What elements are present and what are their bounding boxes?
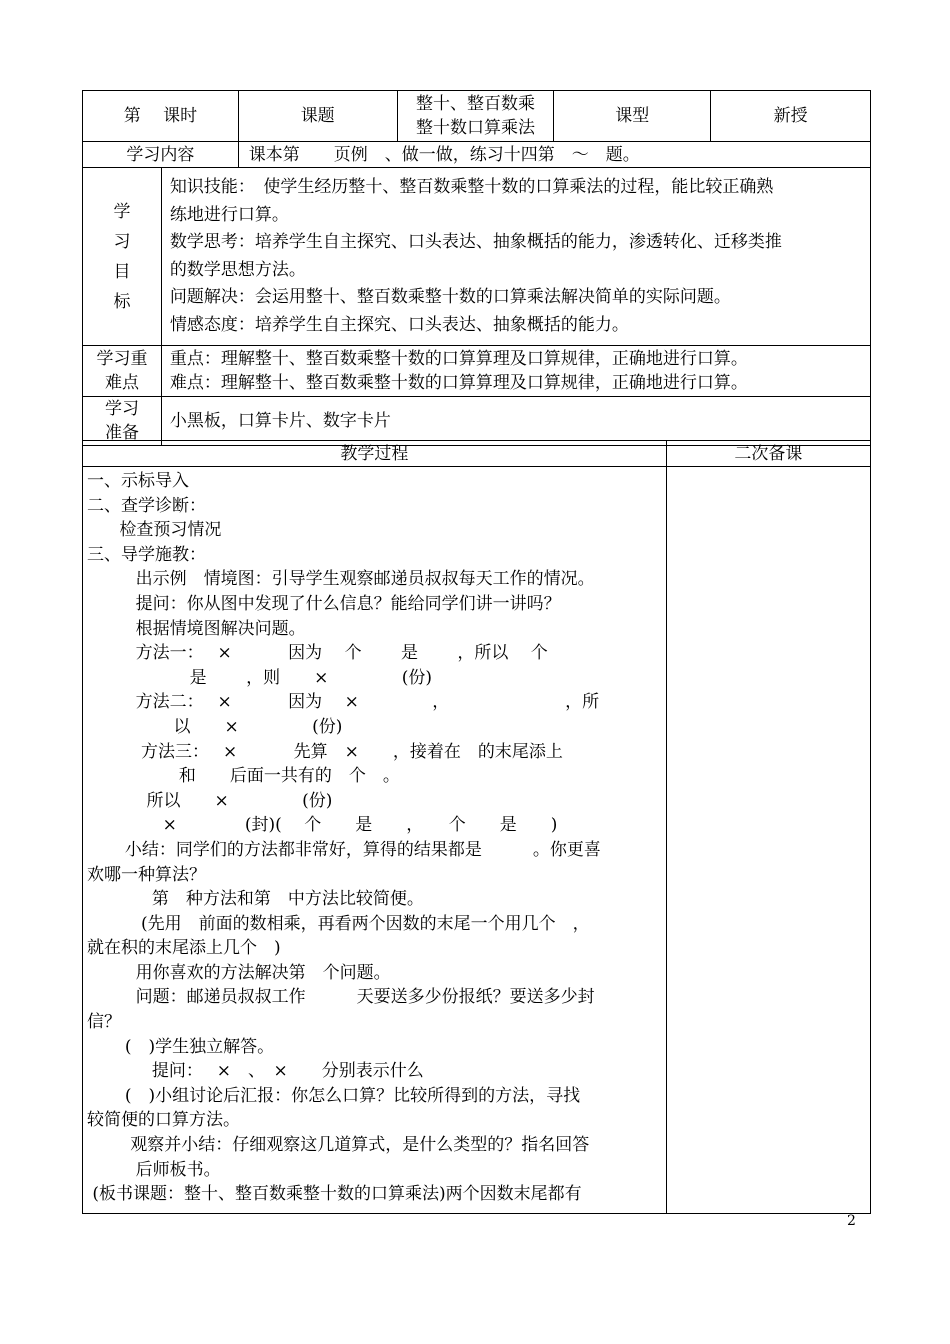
content-value: 课本第 页例 、做一做，练习十四第 ～ 题。 [238,142,870,168]
process-line: 和 后面一共有的 个 。 [87,766,400,787]
process-body-row [83,467,871,1214]
key-point: 重点：理解整十、整百数乘整十数的口算算理及口算规律，正确地进行口算。 [169,349,748,369]
objectives-label-char: 习 [113,231,131,252]
process-line: 提问：你从图中发现了什么信息？能给同学们讲一讲吗？ [87,593,561,614]
difficult-point: 难点：理解整十、整百数乘整十数的口算算理及口算规律，正确地进行口算。 [169,373,748,393]
process-line: 就在积的末尾添上几个 ) [87,938,281,959]
keypoints-label [83,346,162,397]
process-line: 小结：同学们的方法都非常好，算得的结果都是 。你更喜 [87,839,601,860]
second-prep-heading: 二次备课 [666,441,870,467]
process-line: 方法二： × 因为 × ， ，所 [87,692,600,713]
type-value: 新授 [711,91,871,142]
prep-label-line2: 准备 [104,423,139,443]
prep-row [83,397,871,446]
process-content [83,467,667,1214]
teaching-process-table [82,440,871,1214]
prep-label [83,397,162,446]
process-line: 所以 × (份) [87,790,333,811]
process-line: 提问： × 、 × 分别表示什么 [87,1061,424,1082]
topic-title-line2: 整十数口算乘法 [415,118,535,138]
process-heading: 教学过程 [83,441,667,467]
process-line: ( )小组讨论后汇报：你怎么口算？比较所得到的方法，寻找 [87,1085,581,1106]
process-line: × (封)( 个 是 ， 个 是 ) [87,815,558,836]
type-label: 课型 [554,91,711,142]
process-line: 后师板书。 [87,1159,221,1180]
prep-value: 小黑板，口算卡片、数字卡片 [161,397,870,446]
process-line: 方法三： × 先算 × ，接着在 的末尾添上 [87,741,563,762]
objective-line: 练地进行口算。 [169,204,289,225]
prep-label-line1: 学习 [104,399,139,419]
objectives-label [83,168,162,346]
process-line: 检查预习情况 [87,520,222,541]
page-number: 2 [847,1213,856,1229]
process-line: 信？ [87,1012,121,1033]
process-line: 根据情境图解决问题。 [87,618,306,639]
process-line: 用你喜欢的方法解决第 个问题。 [87,962,391,983]
process-line: 出示例 情境图：引导学生观察邮递员叔叔每天工作的情况。 [87,569,595,590]
keypoints-label-line1: 学习重 [96,349,148,369]
process-line: 较简便的口算方法。 [87,1110,240,1131]
objective-line: 的数学思想方法。 [169,259,306,280]
process-line: 第 种方法和第 中方法比较简便。 [87,889,424,910]
topic-label: 课题 [238,91,397,142]
content-label: 学习内容 [83,142,239,168]
process-line: 一、示标导入 [87,471,189,491]
process-line: 以 × (份) [87,716,343,737]
process-line: 观察并小结：仔细观察这几道算式，是什么类型的？指名回答 [87,1135,590,1156]
objectives-label-char: 标 [113,291,131,312]
keypoints-label-line2: 难点 [104,373,139,393]
topic-title-line1: 整十、整百数乘 [415,94,535,114]
objectives-row [83,168,871,346]
objective-line: 问题解决：会运用整十、整百数乘整十数的口算乘法解决简单的实际问题。 [169,287,731,307]
objective-line: 情感态度：培养学生自主探究、口头表达、抽象概括的能力。 [169,314,629,335]
process-line: 问题：邮递员叔叔工作 天要送多少份报纸？要送多少封 [87,987,595,1008]
objectives-text [161,168,870,346]
objectives-label-char: 目 [113,261,131,282]
keypoints-text [161,346,870,397]
process-line: 欢哪一种算法？ [87,864,206,885]
process-line: 二、查学诊断： [87,495,206,516]
process-line: 三、导学施教： [87,544,206,565]
content-row [83,142,871,168]
objective-line: 数学思考：培养学生自主探究、口头表达、抽象概括的能力，渗透转化、迁移类推 [169,232,782,252]
process-line: 方法一： × 因为 个 是 ，所以 个 [87,643,548,664]
process-line: 是 ，则 × (份) [87,667,432,688]
process-line: (先用 前面的数相乘，再看两个因数的末尾一个用几个 ， [87,913,590,934]
lesson-header-table [82,90,871,446]
second-prep-column [666,467,870,1214]
process-line: (板书课题：整十、整百数乘整十数的口算乘法)两个因数末尾都有 [87,1184,582,1205]
objective-line: 知识技能： 使学生经历整十、整百数乘整十数的口算乘法的过程，能比较正确熟 [169,177,774,197]
lesson-number-cell: 第 课时 [83,91,239,142]
process-header-row [83,441,871,467]
process-line: ( )学生独立解答。 [87,1036,275,1057]
header-row [83,91,871,142]
objectives-label-char: 学 [113,201,131,222]
keypoints-row [83,346,871,397]
topic-title [397,91,554,142]
